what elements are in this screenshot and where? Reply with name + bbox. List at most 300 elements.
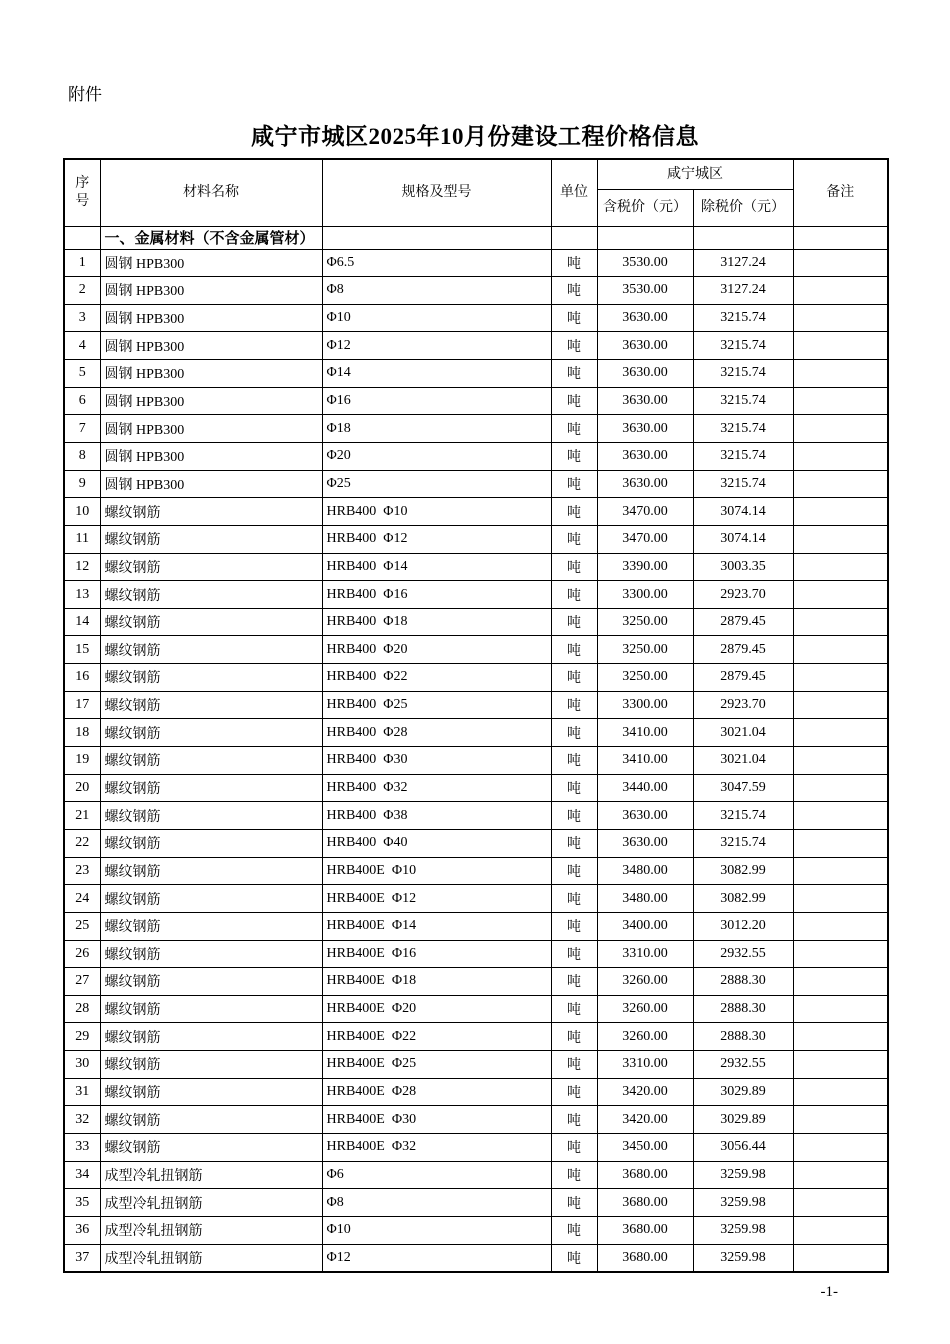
row-price-excl-tax: 3259.98: [693, 1189, 793, 1217]
row-price-excl-tax: 3056.44: [693, 1134, 793, 1162]
row-unit: 吨: [551, 1244, 597, 1272]
table-row: [64, 912, 888, 940]
row-remark: [793, 802, 888, 830]
row-unit: 吨: [551, 387, 597, 415]
row-remark: [793, 1244, 888, 1272]
table-row: [64, 719, 888, 747]
row-spec: HRB400E Φ12: [322, 885, 551, 913]
row-material: 成型冷轧扭钢筋: [100, 1161, 322, 1189]
table-row: [64, 553, 888, 581]
header-row-1: [64, 159, 888, 189]
row-spec: Φ10: [322, 1216, 551, 1244]
row-price-incl-tax: 3630.00: [597, 829, 693, 857]
row-price-excl-tax: 2932.55: [693, 940, 793, 968]
row-spec: HRB400 Φ25: [322, 691, 551, 719]
row-spec: Φ25: [322, 470, 551, 498]
row-material: 螺纹钢筋: [100, 1023, 322, 1051]
row-price-incl-tax: 3630.00: [597, 415, 693, 443]
row-no: 23: [64, 857, 100, 885]
row-no: 10: [64, 498, 100, 526]
row-unit: 吨: [551, 304, 597, 332]
row-remark: [793, 470, 888, 498]
row-spec: Φ18: [322, 415, 551, 443]
table-row: [64, 442, 888, 470]
row-spec: Φ6.5: [322, 249, 551, 277]
table-row: [64, 636, 888, 664]
row-no: 37: [64, 1244, 100, 1272]
row-spec: HRB400 Φ22: [322, 664, 551, 692]
row-price-excl-tax: 3259.98: [693, 1161, 793, 1189]
row-spec: HRB400 Φ12: [322, 525, 551, 553]
row-spec: HRB400E Φ25: [322, 1051, 551, 1079]
row-price-incl-tax: 3300.00: [597, 581, 693, 609]
row-price-excl-tax: 3047.59: [693, 774, 793, 802]
col-header-price-excl-tax: 除税价（元）: [693, 189, 793, 226]
row-unit: 吨: [551, 636, 597, 664]
row-material: 螺纹钢筋: [100, 498, 322, 526]
row-remark: [793, 1051, 888, 1079]
row-remark: [793, 857, 888, 885]
row-price-incl-tax: 3390.00: [597, 553, 693, 581]
row-unit: 吨: [551, 277, 597, 305]
row-material: 螺纹钢筋: [100, 1134, 322, 1162]
row-price-incl-tax: 3260.00: [597, 1023, 693, 1051]
table-row: [64, 1134, 888, 1162]
row-remark: [793, 1106, 888, 1134]
row-spec: HRB400E Φ10: [322, 857, 551, 885]
price-table: [63, 158, 889, 1273]
table-row: [64, 747, 888, 775]
row-unit: 吨: [551, 747, 597, 775]
row-price-excl-tax: 3215.74: [693, 442, 793, 470]
table-row: [64, 498, 888, 526]
row-spec: HRB400E Φ30: [322, 1106, 551, 1134]
row-price-excl-tax: 3215.74: [693, 470, 793, 498]
table-row: [64, 1189, 888, 1217]
row-unit: 吨: [551, 415, 597, 443]
row-unit: 吨: [551, 1023, 597, 1051]
row-remark: [793, 829, 888, 857]
col-header-seq: 序号: [64, 159, 100, 226]
row-price-incl-tax: 3630.00: [597, 470, 693, 498]
row-remark: [793, 1216, 888, 1244]
row-spec: HRB400E Φ16: [322, 940, 551, 968]
row-remark: [793, 664, 888, 692]
row-no: 4: [64, 332, 100, 360]
row-price-incl-tax: 3260.00: [597, 995, 693, 1023]
row-price-excl-tax: 3021.04: [693, 719, 793, 747]
row-material: 圆钢 HPB300: [100, 415, 322, 443]
row-price-excl-tax: 3082.99: [693, 857, 793, 885]
row-unit: 吨: [551, 553, 597, 581]
row-unit: 吨: [551, 581, 597, 609]
row-unit: 吨: [551, 1216, 597, 1244]
row-price-excl-tax: 2888.30: [693, 1023, 793, 1051]
row-unit: 吨: [551, 1134, 597, 1162]
row-spec: Φ12: [322, 1244, 551, 1272]
table-row: [64, 802, 888, 830]
row-material: 螺纹钢筋: [100, 1106, 322, 1134]
row-price-excl-tax: 3003.35: [693, 553, 793, 581]
row-material: 螺纹钢筋: [100, 940, 322, 968]
row-no: 31: [64, 1078, 100, 1106]
row-spec: HRB400 Φ32: [322, 774, 551, 802]
row-unit: 吨: [551, 940, 597, 968]
row-price-excl-tax: 2923.70: [693, 581, 793, 609]
table-row: [64, 1216, 888, 1244]
row-no: 3: [64, 304, 100, 332]
row-material: 螺纹钢筋: [100, 553, 322, 581]
row-material: 圆钢 HPB300: [100, 249, 322, 277]
row-price-incl-tax: 3630.00: [597, 304, 693, 332]
row-price-incl-tax: 3420.00: [597, 1106, 693, 1134]
section-empty-cell: [793, 226, 888, 249]
row-no: 30: [64, 1051, 100, 1079]
row-price-excl-tax: 3259.98: [693, 1244, 793, 1272]
col-header-material: 材料名称: [100, 159, 322, 226]
table-row: [64, 774, 888, 802]
row-no: 5: [64, 360, 100, 388]
row-price-excl-tax: 3029.89: [693, 1106, 793, 1134]
row-remark: [793, 691, 888, 719]
row-unit: 吨: [551, 470, 597, 498]
row-price-incl-tax: 3530.00: [597, 249, 693, 277]
row-price-incl-tax: 3680.00: [597, 1189, 693, 1217]
row-spec: HRB400E Φ18: [322, 968, 551, 996]
row-unit: 吨: [551, 360, 597, 388]
row-remark: [793, 415, 888, 443]
row-price-incl-tax: 3630.00: [597, 332, 693, 360]
row-price-incl-tax: 3680.00: [597, 1244, 693, 1272]
row-unit: 吨: [551, 912, 597, 940]
row-no: 20: [64, 774, 100, 802]
row-price-excl-tax: 3021.04: [693, 747, 793, 775]
row-unit: 吨: [551, 968, 597, 996]
row-no: 16: [64, 664, 100, 692]
row-remark: [793, 304, 888, 332]
row-unit: 吨: [551, 332, 597, 360]
table-row: [64, 470, 888, 498]
row-spec: Φ8: [322, 277, 551, 305]
row-remark: [793, 608, 888, 636]
row-spec: HRB400 Φ20: [322, 636, 551, 664]
row-unit: 吨: [551, 608, 597, 636]
row-price-excl-tax: 2923.70: [693, 691, 793, 719]
col-header-region-group: 咸宁城区: [597, 159, 793, 189]
row-unit: 吨: [551, 802, 597, 830]
row-price-incl-tax: 3250.00: [597, 608, 693, 636]
row-material: 螺纹钢筋: [100, 802, 322, 830]
row-no: 11: [64, 525, 100, 553]
row-unit: 吨: [551, 498, 597, 526]
table-row: [64, 415, 888, 443]
row-material: 圆钢 HPB300: [100, 442, 322, 470]
row-material: 圆钢 HPB300: [100, 304, 322, 332]
row-unit: 吨: [551, 691, 597, 719]
page-number: -1-: [820, 1284, 838, 1300]
row-price-incl-tax: 3530.00: [597, 277, 693, 305]
row-no: 22: [64, 829, 100, 857]
row-spec: HRB400 Φ14: [322, 553, 551, 581]
row-material: 螺纹钢筋: [100, 774, 322, 802]
table-row: [64, 1078, 888, 1106]
row-remark: [793, 636, 888, 664]
row-remark: [793, 1134, 888, 1162]
row-no: 8: [64, 442, 100, 470]
table-row: [64, 387, 888, 415]
row-unit: 吨: [551, 885, 597, 913]
row-price-incl-tax: 3260.00: [597, 968, 693, 996]
row-price-incl-tax: 3470.00: [597, 498, 693, 526]
row-remark: [793, 995, 888, 1023]
row-price-excl-tax: 3215.74: [693, 387, 793, 415]
row-price-excl-tax: 3074.14: [693, 498, 793, 526]
row-price-incl-tax: 3630.00: [597, 802, 693, 830]
table-row: [64, 304, 888, 332]
row-remark: [793, 1161, 888, 1189]
row-material: 圆钢 HPB300: [100, 360, 322, 388]
row-no: 27: [64, 968, 100, 996]
row-material: 螺纹钢筋: [100, 995, 322, 1023]
table-row: [64, 857, 888, 885]
row-unit: 吨: [551, 1051, 597, 1079]
row-spec: Φ10: [322, 304, 551, 332]
section-empty-cell: [322, 226, 551, 249]
table-row: [64, 1161, 888, 1189]
row-price-excl-tax: 2888.30: [693, 995, 793, 1023]
row-no: 34: [64, 1161, 100, 1189]
row-material: 螺纹钢筋: [100, 581, 322, 609]
row-no: 19: [64, 747, 100, 775]
section-row: [64, 226, 888, 249]
row-price-incl-tax: 3630.00: [597, 387, 693, 415]
row-material: 成型冷轧扭钢筋: [100, 1216, 322, 1244]
row-price-incl-tax: 3440.00: [597, 774, 693, 802]
row-unit: 吨: [551, 1106, 597, 1134]
row-no: 28: [64, 995, 100, 1023]
row-price-excl-tax: 3082.99: [693, 885, 793, 913]
row-price-excl-tax: 3074.14: [693, 525, 793, 553]
row-no: 7: [64, 415, 100, 443]
row-spec: HRB400E Φ28: [322, 1078, 551, 1106]
row-price-incl-tax: 3630.00: [597, 442, 693, 470]
row-remark: [793, 498, 888, 526]
col-header-unit: 单位: [551, 159, 597, 226]
col-header-remarks: 备注: [793, 159, 888, 226]
row-price-incl-tax: 3420.00: [597, 1078, 693, 1106]
row-price-incl-tax: 3410.00: [597, 747, 693, 775]
row-material: 螺纹钢筋: [100, 608, 322, 636]
table-row: [64, 1106, 888, 1134]
row-spec: HRB400E Φ20: [322, 995, 551, 1023]
table-row: [64, 1244, 888, 1272]
row-material: 螺纹钢筋: [100, 636, 322, 664]
row-remark: [793, 553, 888, 581]
row-price-incl-tax: 3470.00: [597, 525, 693, 553]
row-remark: [793, 747, 888, 775]
row-spec: Φ14: [322, 360, 551, 388]
row-price-excl-tax: 3012.20: [693, 912, 793, 940]
row-spec: HRB400E Φ22: [322, 1023, 551, 1051]
row-unit: 吨: [551, 774, 597, 802]
row-spec: HRB400E Φ32: [322, 1134, 551, 1162]
col-header-price-incl-tax: 含税价（元）: [597, 189, 693, 226]
row-material: 螺纹钢筋: [100, 664, 322, 692]
table-row: [64, 995, 888, 1023]
row-remark: [793, 442, 888, 470]
row-no: 13: [64, 581, 100, 609]
page-title: 咸宁市城区2025年10月份建设工程价格信息: [251, 124, 699, 149]
row-price-incl-tax: 3310.00: [597, 1051, 693, 1079]
row-remark: [793, 581, 888, 609]
table-row: [64, 829, 888, 857]
row-remark: [793, 1078, 888, 1106]
row-no: 15: [64, 636, 100, 664]
row-no: 1: [64, 249, 100, 277]
row-material: 圆钢 HPB300: [100, 470, 322, 498]
row-material: 螺纹钢筋: [100, 1078, 322, 1106]
table-row: [64, 581, 888, 609]
row-remark: [793, 774, 888, 802]
table-row: [64, 332, 888, 360]
row-unit: 吨: [551, 995, 597, 1023]
row-no: 25: [64, 912, 100, 940]
row-unit: 吨: [551, 1078, 597, 1106]
row-price-excl-tax: 2879.45: [693, 608, 793, 636]
row-material: 圆钢 HPB300: [100, 277, 322, 305]
row-unit: 吨: [551, 1161, 597, 1189]
row-material: 螺纹钢筋: [100, 1051, 322, 1079]
row-price-excl-tax: 3215.74: [693, 332, 793, 360]
row-unit: 吨: [551, 525, 597, 553]
row-spec: Φ8: [322, 1189, 551, 1217]
row-price-incl-tax: 3300.00: [597, 691, 693, 719]
row-remark: [793, 249, 888, 277]
row-no: 24: [64, 885, 100, 913]
row-price-excl-tax: 3215.74: [693, 304, 793, 332]
section-seq-cell: [64, 226, 100, 249]
table-row: [64, 1023, 888, 1051]
row-unit: 吨: [551, 719, 597, 747]
row-no: 9: [64, 470, 100, 498]
row-price-excl-tax: 3127.24: [693, 277, 793, 305]
section-empty-cell: [693, 226, 793, 249]
row-price-excl-tax: 3029.89: [693, 1078, 793, 1106]
row-remark: [793, 885, 888, 913]
table-row: [64, 664, 888, 692]
row-no: 32: [64, 1106, 100, 1134]
row-price-excl-tax: 2888.30: [693, 968, 793, 996]
section-empty-cell: [597, 226, 693, 249]
row-spec: HRB400 Φ10: [322, 498, 551, 526]
row-material: 螺纹钢筋: [100, 829, 322, 857]
row-no: 2: [64, 277, 100, 305]
row-no: 17: [64, 691, 100, 719]
row-unit: 吨: [551, 664, 597, 692]
row-spec: Φ12: [322, 332, 551, 360]
row-remark: [793, 360, 888, 388]
row-material: 螺纹钢筋: [100, 691, 322, 719]
row-no: 36: [64, 1216, 100, 1244]
row-price-excl-tax: 3215.74: [693, 802, 793, 830]
row-price-incl-tax: 3400.00: [597, 912, 693, 940]
row-material: 螺纹钢筋: [100, 747, 322, 775]
row-price-excl-tax: 3259.98: [693, 1216, 793, 1244]
row-spec: HRB400 Φ18: [322, 608, 551, 636]
table-row: [64, 968, 888, 996]
row-unit: 吨: [551, 829, 597, 857]
row-price-incl-tax: 3310.00: [597, 940, 693, 968]
row-remark: [793, 387, 888, 415]
section-empty-cell: [551, 226, 597, 249]
row-price-excl-tax: 2879.45: [693, 664, 793, 692]
row-no: 35: [64, 1189, 100, 1217]
row-material: 圆钢 HPB300: [100, 387, 322, 415]
row-no: 33: [64, 1134, 100, 1162]
row-no: 26: [64, 940, 100, 968]
row-remark: [793, 332, 888, 360]
row-no: 14: [64, 608, 100, 636]
row-price-incl-tax: 3250.00: [597, 664, 693, 692]
row-spec: Φ16: [322, 387, 551, 415]
row-material: 成型冷轧扭钢筋: [100, 1244, 322, 1272]
row-spec: HRB400 Φ30: [322, 747, 551, 775]
row-price-excl-tax: 3215.74: [693, 829, 793, 857]
row-remark: [793, 912, 888, 940]
table-row: [64, 249, 888, 277]
row-material: 成型冷轧扭钢筋: [100, 1189, 322, 1217]
row-material: 圆钢 HPB300: [100, 332, 322, 360]
row-price-excl-tax: 2932.55: [693, 1051, 793, 1079]
row-unit: 吨: [551, 1189, 597, 1217]
table-row: [64, 277, 888, 305]
row-no: 12: [64, 553, 100, 581]
row-material: 螺纹钢筋: [100, 912, 322, 940]
row-price-incl-tax: 3680.00: [597, 1216, 693, 1244]
row-material: 螺纹钢筋: [100, 719, 322, 747]
section-title: 一、金属材料（不含金属管材）: [100, 226, 322, 249]
row-price-excl-tax: 3215.74: [693, 360, 793, 388]
row-price-excl-tax: 3215.74: [693, 415, 793, 443]
row-remark: [793, 940, 888, 968]
row-price-incl-tax: 3480.00: [597, 885, 693, 913]
row-spec: HRB400 Φ38: [322, 802, 551, 830]
row-price-incl-tax: 3250.00: [597, 636, 693, 664]
table-row: [64, 608, 888, 636]
row-no: 18: [64, 719, 100, 747]
row-no: 29: [64, 1023, 100, 1051]
row-price-incl-tax: 3680.00: [597, 1161, 693, 1189]
table-row: [64, 691, 888, 719]
row-price-excl-tax: 3127.24: [693, 249, 793, 277]
row-remark: [793, 525, 888, 553]
row-spec: HRB400 Φ28: [322, 719, 551, 747]
table-row: [64, 525, 888, 553]
table-row: [64, 360, 888, 388]
row-material: 螺纹钢筋: [100, 857, 322, 885]
attachment-label: 附件: [68, 85, 102, 104]
row-spec: HRB400 Φ40: [322, 829, 551, 857]
table-row: [64, 940, 888, 968]
row-price-incl-tax: 3410.00: [597, 719, 693, 747]
row-remark: [793, 1189, 888, 1217]
row-remark: [793, 277, 888, 305]
row-unit: 吨: [551, 249, 597, 277]
row-price-excl-tax: 2879.45: [693, 636, 793, 664]
col-header-spec: 规格及型号: [322, 159, 551, 226]
row-remark: [793, 1023, 888, 1051]
row-spec: Φ20: [322, 442, 551, 470]
